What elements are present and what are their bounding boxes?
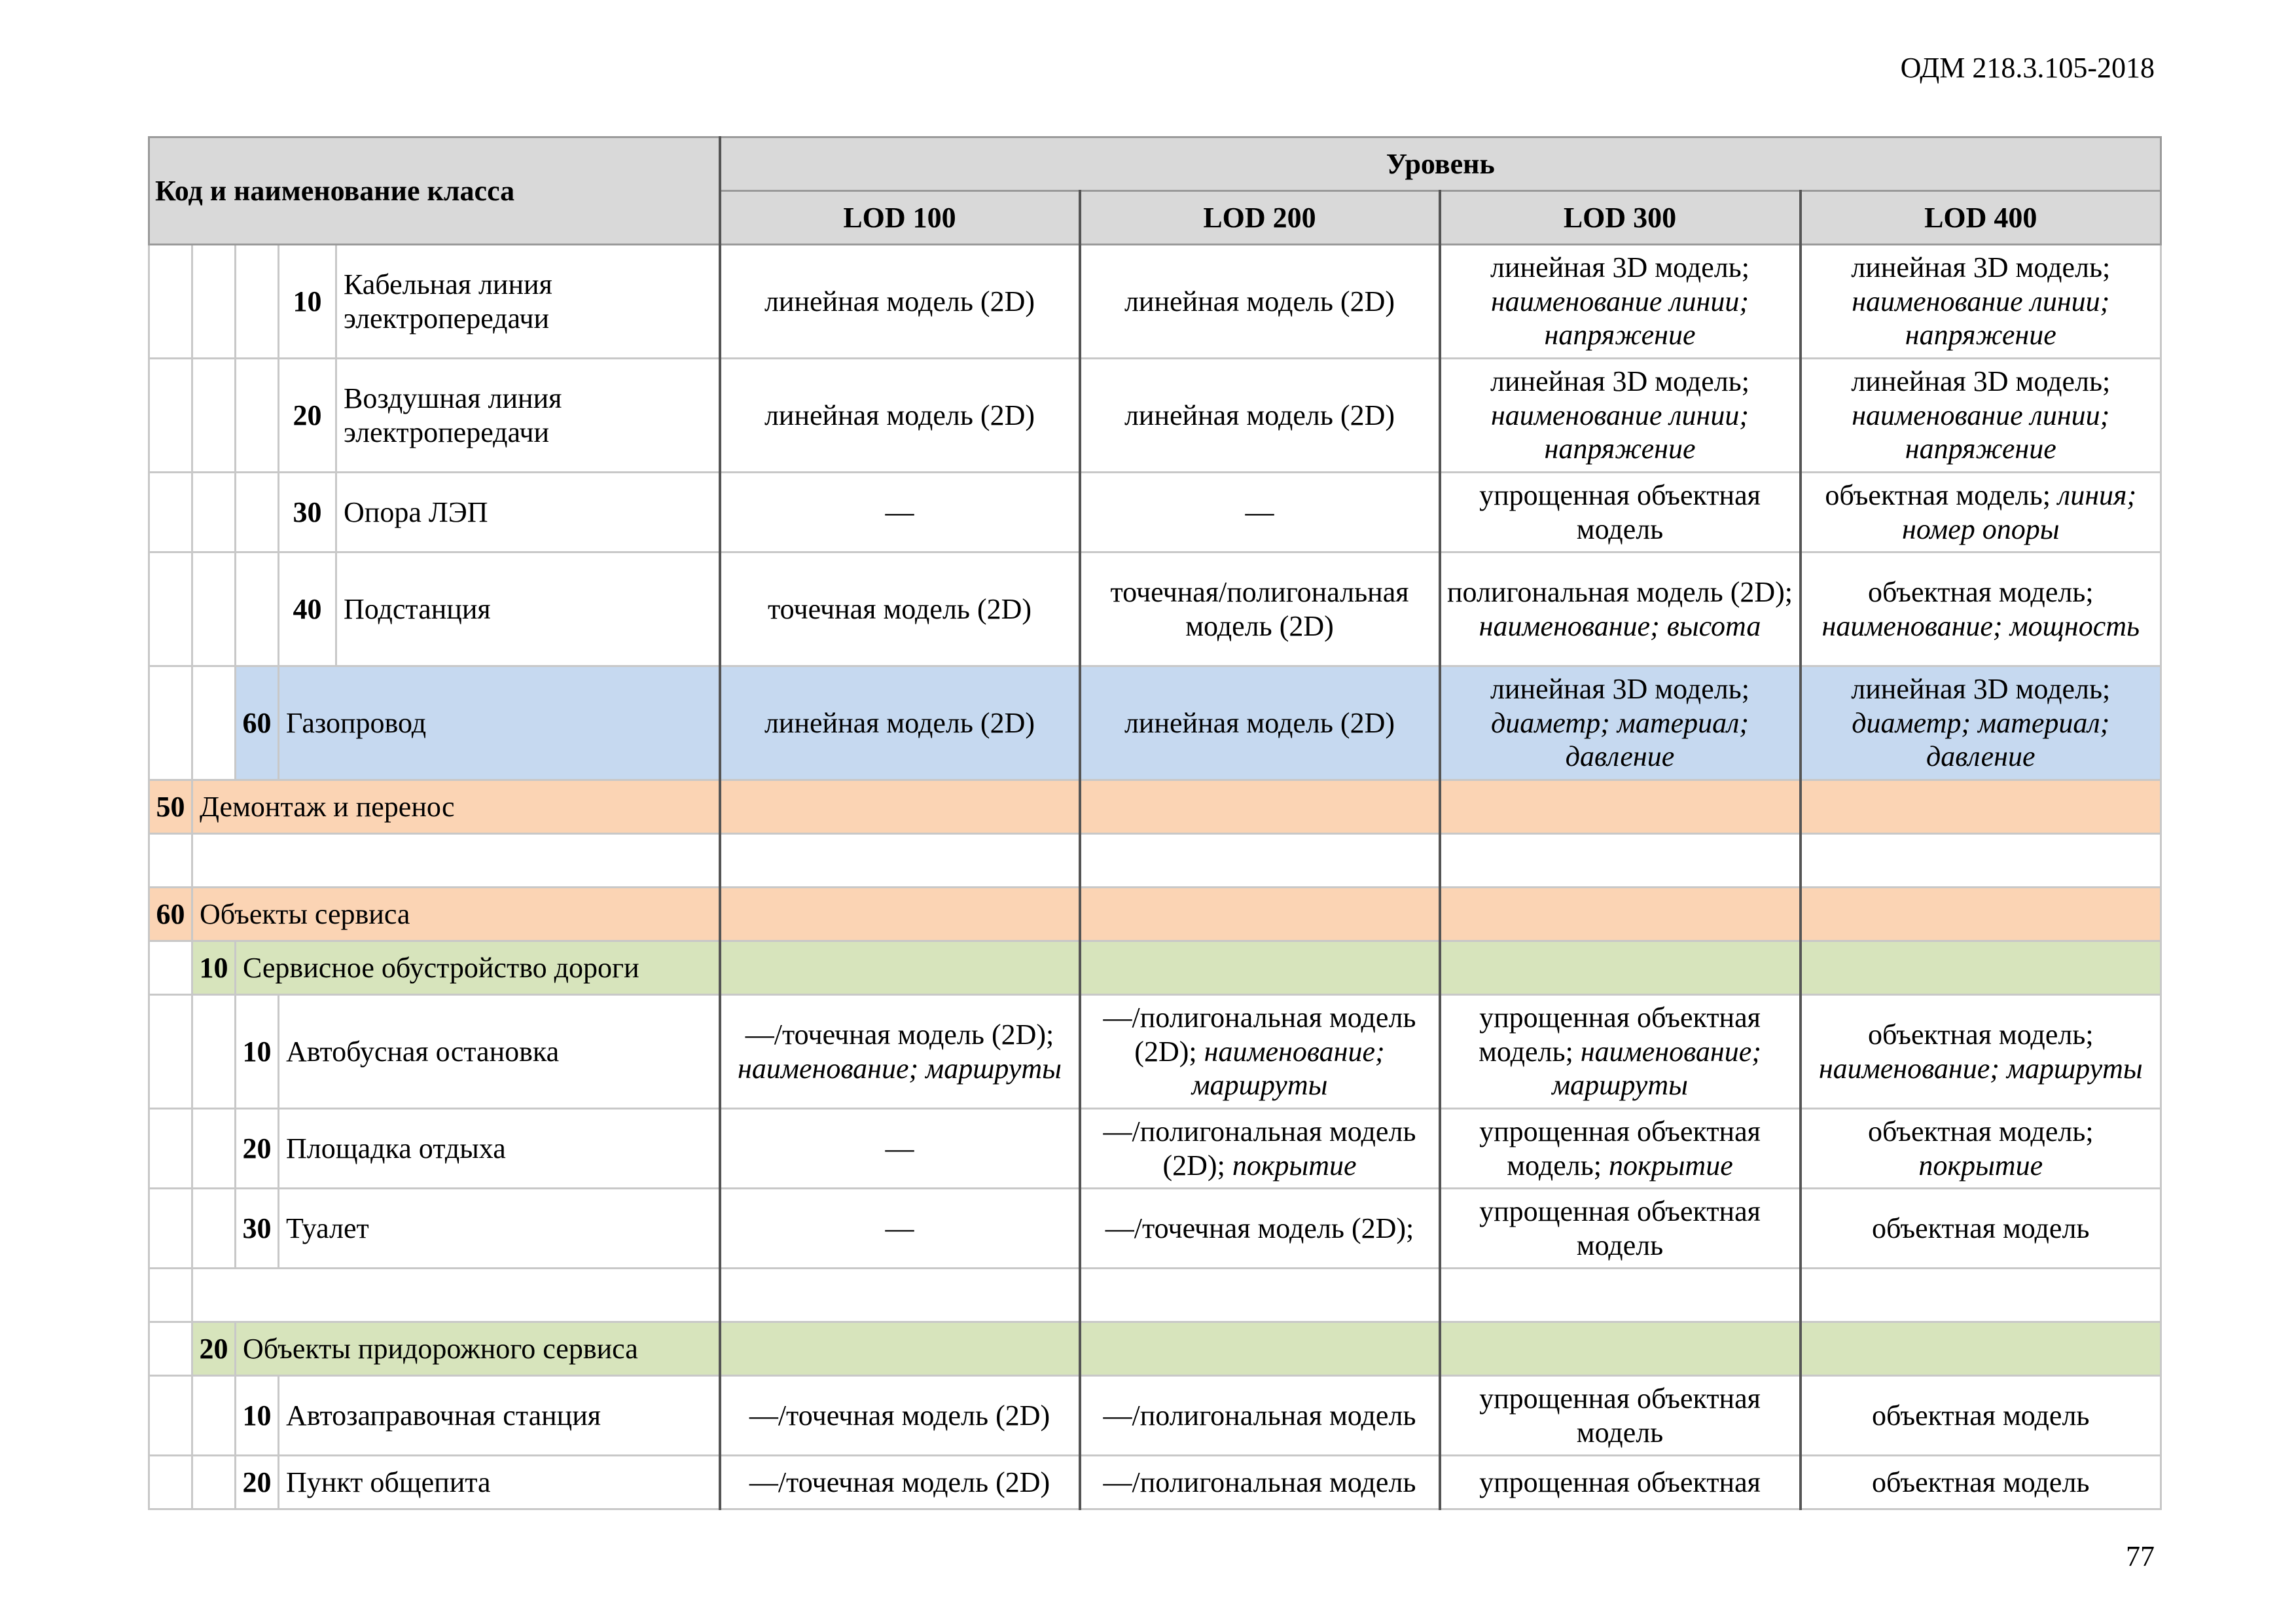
cell-note-text: диаметр; материал; давление bbox=[1491, 706, 1749, 773]
cell-main-text: линейная модель (2D) bbox=[764, 706, 1035, 739]
cell-main-text: —/точечная модель (2D) bbox=[749, 1466, 1050, 1498]
cell-main-text: упрощенная объектная модель bbox=[1479, 1382, 1761, 1449]
cell-main-text: линейная 3D модель; bbox=[1851, 365, 2111, 397]
class-code: 10 bbox=[192, 941, 236, 995]
lod-100-cell bbox=[720, 995, 1080, 1109]
indent-cell bbox=[149, 1376, 192, 1456]
class-name: Газопровод bbox=[279, 666, 720, 780]
cell-main-text: линейная модель (2D) bbox=[764, 399, 1035, 431]
cell-main-text: — bbox=[885, 496, 914, 528]
indent-cell bbox=[192, 666, 236, 780]
lod-200-cell bbox=[1080, 552, 1440, 666]
cell-main-text: упрощенная объектная модель bbox=[1479, 478, 1761, 545]
class-name bbox=[192, 1269, 720, 1322]
table-row bbox=[149, 888, 2161, 941]
class-name: Площадка отдыха bbox=[279, 1109, 720, 1189]
lod-400-cell bbox=[1801, 888, 2161, 941]
indent-cell bbox=[236, 552, 279, 666]
class-name: Туалет bbox=[279, 1189, 720, 1269]
cell-main-text: —/полигональная модель bbox=[1103, 1399, 1416, 1432]
class-name: Воздушная линия электропередачи bbox=[336, 359, 720, 473]
table-body bbox=[149, 245, 2161, 1509]
class-code: 50 bbox=[149, 780, 192, 834]
class-code: 20 bbox=[236, 1456, 279, 1509]
cell-note-text: наименование; высота bbox=[1479, 609, 1761, 642]
lod-300-cell bbox=[1440, 1109, 1801, 1189]
class-name: Кабельная линия электропередачи bbox=[336, 245, 720, 359]
table-row bbox=[149, 359, 2161, 473]
lod-100-cell bbox=[720, 1269, 1080, 1322]
indent-cell bbox=[149, 666, 192, 780]
table-row bbox=[149, 1269, 2161, 1322]
cell-note-text: наименование линии; напряжение bbox=[1490, 399, 1749, 465]
cell-note-text: наименование; маршруты bbox=[1552, 1035, 1761, 1102]
cell-main-text: объектная модель bbox=[1872, 1399, 2090, 1432]
lod-400-cell bbox=[1801, 780, 2161, 834]
cell-note-text: наименование линии; напряжение bbox=[1852, 285, 2110, 352]
cell-note-text: наименование; маршруты bbox=[1818, 1052, 2143, 1085]
cell-main-text: упрощенная объектная модель bbox=[1479, 1195, 1761, 1261]
table-row bbox=[149, 666, 2161, 780]
table-row bbox=[149, 1109, 2161, 1189]
cell-main-text: линейная модель (2D) bbox=[1124, 399, 1395, 431]
lod-300-cell bbox=[1440, 834, 1801, 888]
lod-400-cell bbox=[1801, 1109, 2161, 1189]
class-code: 40 bbox=[279, 552, 336, 666]
class-name: Сервисное обустройство дороги bbox=[236, 941, 720, 995]
lod-200-cell bbox=[1080, 941, 1440, 995]
class-code: 60 bbox=[149, 888, 192, 941]
lod-200-cell bbox=[1080, 1376, 1440, 1456]
indent-cell bbox=[236, 245, 279, 359]
indent-cell bbox=[149, 941, 192, 995]
lod-100-cell bbox=[720, 1376, 1080, 1456]
class-code bbox=[149, 1269, 192, 1322]
indent-cell bbox=[192, 552, 236, 666]
lod-100-cell bbox=[720, 941, 1080, 995]
class-code: 10 bbox=[279, 245, 336, 359]
cell-main-text: линейная 3D модель; bbox=[1490, 251, 1749, 283]
lod-400-cell bbox=[1801, 473, 2161, 552]
lod-200-cell bbox=[1080, 834, 1440, 888]
cell-main-text: линейная модель (2D) bbox=[1124, 285, 1395, 317]
cell-main-text: линейная 3D модель; bbox=[1490, 365, 1749, 397]
lod-100-header: LOD 100 bbox=[720, 191, 1080, 245]
indent-cell bbox=[192, 995, 236, 1109]
lod-300-cell bbox=[1440, 1322, 1801, 1376]
cell-note-text: покрытие bbox=[1609, 1149, 1733, 1182]
cell-main-text: полигональная модель (2D); bbox=[1446, 575, 1793, 608]
cell-main-text: —/точечная модель (2D); bbox=[745, 1018, 1054, 1051]
indent-cell bbox=[149, 1189, 192, 1269]
table-row bbox=[149, 834, 2161, 888]
table-row bbox=[149, 780, 2161, 834]
lod-200-cell bbox=[1080, 888, 1440, 941]
table-row bbox=[149, 473, 2161, 552]
class-name bbox=[192, 834, 720, 888]
table-row bbox=[149, 1322, 2161, 1376]
lod-100-cell bbox=[720, 473, 1080, 552]
indent-cell bbox=[192, 1456, 236, 1509]
lod-100-cell bbox=[720, 1109, 1080, 1189]
lod-400-cell bbox=[1801, 941, 2161, 995]
class-code: 20 bbox=[279, 359, 336, 473]
lod-100-cell bbox=[720, 888, 1080, 941]
cell-main-text: —/полигональная модель (2D); bbox=[1103, 1115, 1416, 1182]
lod-200-cell bbox=[1080, 1269, 1440, 1322]
lod-300-cell bbox=[1440, 666, 1801, 780]
indent-cell bbox=[192, 359, 236, 473]
cell-note-text: наименование линии; напряжение bbox=[1490, 285, 1749, 352]
lod-300-cell bbox=[1440, 552, 1801, 666]
cell-main-text: — bbox=[1245, 496, 1274, 528]
lod-400-header: LOD 400 bbox=[1801, 191, 2161, 245]
class-column-header: Код и наименование класса bbox=[149, 137, 720, 245]
lod-300-cell bbox=[1440, 1189, 1801, 1269]
class-name: Объекты сервиса bbox=[192, 888, 720, 941]
cell-main-text: линейная 3D модель; bbox=[1851, 672, 2111, 705]
lod-100-cell bbox=[720, 1456, 1080, 1509]
lod-400-cell bbox=[1801, 1322, 2161, 1376]
cell-main-text: точечная модель (2D) bbox=[767, 592, 1032, 625]
class-name: Автозаправочная станция bbox=[279, 1376, 720, 1456]
cell-main-text: упрощенная объектная модель; bbox=[1479, 1001, 1761, 1068]
lod-100-cell bbox=[720, 1189, 1080, 1269]
table-row bbox=[149, 1456, 2161, 1509]
cell-main-text: — bbox=[885, 1212, 914, 1244]
indent-cell bbox=[149, 359, 192, 473]
cell-note-text: наименование; мощность bbox=[1821, 609, 2140, 642]
cell-main-text: линейная модель (2D) bbox=[1124, 706, 1395, 739]
lod-100-cell bbox=[720, 359, 1080, 473]
lod-400-cell bbox=[1801, 666, 2161, 780]
cell-main-text: упрощенная объектная модель; bbox=[1479, 1115, 1761, 1182]
lod-400-cell bbox=[1801, 359, 2161, 473]
lod-300-cell bbox=[1440, 473, 1801, 552]
indent-cell bbox=[149, 1109, 192, 1189]
indent-cell bbox=[149, 552, 192, 666]
lod-200-cell bbox=[1080, 1109, 1440, 1189]
cell-main-text: объектная модель; bbox=[1867, 575, 2094, 608]
cell-main-text: объектная модель bbox=[1872, 1466, 2090, 1498]
lod-100-cell bbox=[720, 834, 1080, 888]
class-code: 10 bbox=[236, 1376, 279, 1456]
lod-200-cell bbox=[1080, 1456, 1440, 1509]
class-code: 10 bbox=[236, 995, 279, 1109]
class-code: 30 bbox=[236, 1189, 279, 1269]
lod-200-cell bbox=[1080, 245, 1440, 359]
lod-200-cell bbox=[1080, 359, 1440, 473]
class-code: 20 bbox=[192, 1322, 236, 1376]
lod-100-cell bbox=[720, 780, 1080, 834]
lod-100-cell bbox=[720, 666, 1080, 780]
lod-300-cell bbox=[1440, 995, 1801, 1109]
cell-main-text: —/полигональная модель bbox=[1103, 1466, 1416, 1498]
indent-cell bbox=[149, 473, 192, 552]
document-code: ОДМ 218.3.105-2018 bbox=[1900, 52, 2155, 84]
lod-400-cell bbox=[1801, 1189, 2161, 1269]
cell-main-text: —/точечная модель (2D) bbox=[749, 1399, 1050, 1432]
lod-100-cell bbox=[720, 552, 1080, 666]
cell-note-text: линия; номер опоры bbox=[1901, 478, 2137, 545]
lod-400-cell bbox=[1801, 552, 2161, 666]
indent-cell bbox=[192, 1376, 236, 1456]
lod-400-cell bbox=[1801, 834, 2161, 888]
table-row bbox=[149, 941, 2161, 995]
class-name: Объекты придорожного сервиса bbox=[236, 1322, 720, 1376]
lod-300-cell bbox=[1440, 245, 1801, 359]
cell-note-text: наименование; маршруты bbox=[738, 1052, 1062, 1085]
class-name: Автобусная остановка bbox=[279, 995, 720, 1109]
cell-main-text: объектная модель; bbox=[1867, 1115, 2094, 1147]
lod-300-header: LOD 300 bbox=[1440, 191, 1801, 245]
lod-300-cell bbox=[1440, 888, 1801, 941]
lod-200-cell bbox=[1080, 1322, 1440, 1376]
table-row bbox=[149, 995, 2161, 1109]
class-name: Пункт общепита bbox=[279, 1456, 720, 1509]
lod-400-cell bbox=[1801, 245, 2161, 359]
indent-cell bbox=[149, 245, 192, 359]
lod-table bbox=[148, 136, 2162, 1510]
lod-100-cell bbox=[720, 1322, 1080, 1376]
page-number: 77 bbox=[2126, 1540, 2155, 1572]
lod-300-cell bbox=[1440, 780, 1801, 834]
lod-300-cell bbox=[1440, 359, 1801, 473]
indent-cell bbox=[192, 1109, 236, 1189]
lod-200-header: LOD 200 bbox=[1080, 191, 1440, 245]
indent-cell bbox=[236, 359, 279, 473]
lod-200-cell bbox=[1080, 666, 1440, 780]
indent-cell bbox=[192, 1189, 236, 1269]
cell-note-text: наименование; маршруты bbox=[1191, 1035, 1385, 1102]
cell-main-text: линейная 3D модель; bbox=[1490, 672, 1749, 705]
class-code bbox=[149, 834, 192, 888]
lod-300-cell bbox=[1440, 1376, 1801, 1456]
level-header: Уровень bbox=[720, 137, 2161, 191]
table-row bbox=[149, 1189, 2161, 1269]
lod-200-cell bbox=[1080, 1189, 1440, 1269]
class-name: Подстанция bbox=[336, 552, 720, 666]
class-code: 60 bbox=[236, 666, 279, 780]
cell-main-text: — bbox=[885, 1132, 914, 1164]
lod-200-cell bbox=[1080, 780, 1440, 834]
lod-400-cell bbox=[1801, 1376, 2161, 1456]
lod-200-cell bbox=[1080, 995, 1440, 1109]
lod-200-cell bbox=[1080, 473, 1440, 552]
cell-main-text: точечная/полигональная модель (2D) bbox=[1110, 575, 1409, 642]
indent-cell bbox=[192, 473, 236, 552]
class-name: Демонтаж и перенос bbox=[192, 780, 720, 834]
cell-main-text: упрощенная объектная bbox=[1479, 1466, 1761, 1498]
lod-300-cell bbox=[1440, 941, 1801, 995]
lod-400-cell bbox=[1801, 995, 2161, 1109]
class-code: 20 bbox=[236, 1109, 279, 1189]
table-row bbox=[149, 1376, 2161, 1456]
cell-main-text: объектная модель; bbox=[1867, 1018, 2094, 1051]
lod-300-cell bbox=[1440, 1456, 1801, 1509]
lod-300-cell bbox=[1440, 1269, 1801, 1322]
cell-note-text: наименование линии; напряжение bbox=[1852, 399, 2110, 465]
cell-note-text: покрытие bbox=[1232, 1149, 1357, 1182]
class-name: Опора ЛЭП bbox=[336, 473, 720, 552]
indent-cell bbox=[192, 245, 236, 359]
cell-note-text: покрытие bbox=[1918, 1149, 2043, 1182]
lod-400-cell bbox=[1801, 1269, 2161, 1322]
cell-main-text: —/полигональная модель (2D); bbox=[1103, 1001, 1416, 1068]
lod-100-cell bbox=[720, 245, 1080, 359]
cell-main-text: объектная модель; bbox=[1825, 478, 2051, 511]
lod-400-cell bbox=[1801, 1456, 2161, 1509]
cell-main-text: линейная модель (2D) bbox=[764, 285, 1035, 317]
cell-note-text: диаметр; материал; давление bbox=[1852, 706, 2110, 773]
indent-cell bbox=[236, 473, 279, 552]
indent-cell bbox=[149, 1322, 192, 1376]
table-row bbox=[149, 552, 2161, 666]
cell-main-text: объектная модель bbox=[1872, 1212, 2090, 1244]
table-row bbox=[149, 245, 2161, 359]
class-code: 30 bbox=[279, 473, 336, 552]
cell-main-text: —/точечная модель (2D); bbox=[1105, 1212, 1414, 1244]
indent-cell bbox=[149, 995, 192, 1109]
indent-cell bbox=[149, 1456, 192, 1509]
cell-main-text: линейная 3D модель; bbox=[1851, 251, 2111, 283]
